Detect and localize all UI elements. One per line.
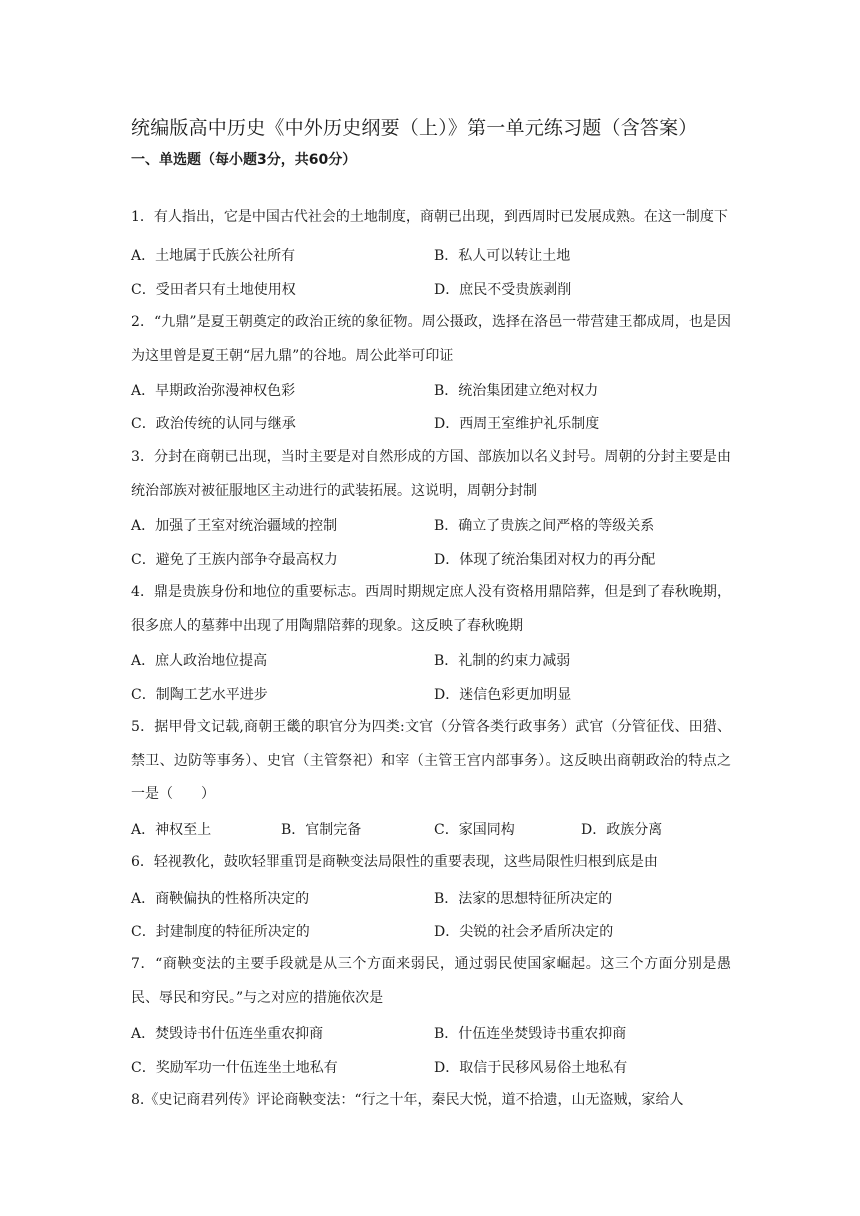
option-d: D．迷信色彩更加明显 [434,687,572,703]
option-c: C．家国同构 [434,822,515,838]
option-b: B．礼制的约束力减弱 [434,653,571,669]
option-row [131,246,731,266]
option-row [131,550,731,570]
option-c: C．受田者只有土地使用权 [131,282,296,298]
option-row [131,820,731,840]
option-a: A．神权至上 [131,822,212,838]
question-stem: 3．分封在商朝已出现，当时主要是对自然形成的方国、部族加以名义封号。周朝的分封主要是由统治部族对被征服地区主动进行的武装拓展。这说明，周朝分封制 [131,449,731,499]
option-b: B．什伍连坐焚毁诗书重农抑商 [434,1026,627,1042]
option-row [131,889,731,909]
option-a: A．焚毁诗书什伍连坐重农抑商 [131,1026,324,1042]
question-stem: 2．“九鼎”是夏王朝奠定的政治正统的象征物。周公摄政，选择在洛邑一带营建王都成周，也是因为这里曾是夏王朝“居九鼎”的谷地。周公此举可印证 [131,314,731,364]
option-c: C．避免了王族内部争夺最高权力 [131,552,338,568]
option-row [131,516,731,536]
question-stem: 7．“商鞅变法的主要手段就是从三个方面来弱民，通过弱民使国家崛起。这三个方面分别是愚民、辱民和穷民。”与之对应的措施依次是 [131,956,731,1006]
option-row [131,414,731,434]
option-a: A．加强了王室对统治疆域的控制 [131,518,338,534]
option-b: B．统治集团建立绝对权力 [434,383,599,399]
option-a: A．庶人政治地位提高 [131,653,268,669]
option-row [131,922,731,942]
document-title: 统编版高中历史《中外历史纲要（上）》第一单元练习题（含答案） [131,117,698,139]
option-c: C．政治传统的认同与继承 [131,416,296,432]
option-row [131,685,731,705]
option-row [131,1058,731,1078]
option-d: D．庶民不受贵族剥削 [434,282,572,298]
option-d: D．体现了统治集团对权力的再分配 [434,552,656,568]
option-c: C．封建制度的特征所决定的 [131,924,310,940]
question-stem: 6．轻视教化，鼓吹轻罪重罚是商鞅变法局限性的重要表现，这些局限性归根到底是由 [131,854,658,870]
option-row [131,381,731,401]
option-row [131,1024,731,1044]
question-stem: 5．据甲骨文记载,商朝王畿的职官分为四类:文官（分管各类行政事务）武官（分管征伐、田猎、禁卫、边防等事务）、史官（主管祭祀）和宰（主管王宫内部事务）。这反映出商朝政治的特点之一是（ ） [131,719,731,802]
question-stem: 4．鼎是贵族身份和地位的重要标志。西周时期规定庶人没有资格用鼎陪葬，但是到了春秋晚期，很多庶人的墓葬中出现了用陶鼎陪葬的现象。这反映了春秋晚期 [131,584,731,634]
option-d: D．尖锐的社会矛盾所决定的 [434,924,614,940]
option-d: D．西周王室维护礼乐制度 [434,416,600,432]
option-a: A．土地属于氏族公社所有 [131,248,296,264]
question-stem: 8.《史记商君列传》评论商鞅变法：“行之十年，秦民大悦，道不拾遗，山无盗贼，家给人 [131,1092,684,1108]
option-b: B．官制完备 [281,822,362,838]
option-b: B．私人可以转让土地 [434,248,571,264]
option-c: C．制陶工艺水平进步 [131,687,268,703]
option-a: A．商鞅偏执的性格所决定的 [131,891,310,907]
option-b: B．法家的思想特征所决定的 [434,891,613,907]
section-heading: 一、单选题（每小题3分，共60分） [131,152,357,168]
option-a: A．早期政治弥漫神权色彩 [131,383,296,399]
option-d: D．取信于民移风易俗土地私有 [434,1060,628,1076]
option-b: B．确立了贵族之间严格的等级关系 [434,518,655,534]
option-row [131,280,731,300]
option-d: D．政族分离 [581,822,663,838]
option-row [131,651,731,671]
option-c: C．奖励军功一什伍连坐土地私有 [131,1060,338,1076]
question-stem: 1．有人指出，它是中国古代社会的土地制度，商朝已出现，到西周时已发展成熟。在这一制度下 [131,209,728,225]
